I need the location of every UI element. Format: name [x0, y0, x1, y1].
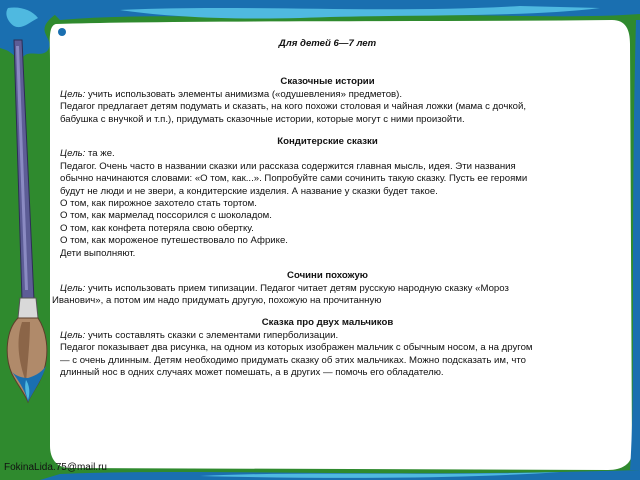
goal-label: Цель:: [60, 148, 86, 160]
author-email: FokinaLida.75@mail.ru: [4, 462, 107, 473]
paragraph-line: бабушка с внучкой и т.п.), придумать сказочные истории, которые могут с ними произойти.: [60, 113, 465, 125]
paint-drop: [58, 28, 66, 36]
section-goal: [60, 283, 595, 295]
section-title-fairy-stories: Сказочные истории: [280, 76, 375, 88]
section-title-two-boys: Сказка про двух мальчиков: [261, 317, 394, 329]
paragraph-line: Иванович», а потом им надо придумать другую, похожую на прочитанную: [52, 294, 382, 306]
section-goal: [60, 330, 595, 342]
paragraph-line: обычно начинаются словами: «О том, как...». Попробуйте сами сочинить такую сказку. Пусть ее героями: [60, 173, 528, 185]
brush-ferrule: [18, 298, 38, 318]
paragraph-line: О том, как конфета потеряла свою обертку.: [60, 222, 254, 234]
section-title-compose-similar: Сочини похожую: [287, 270, 368, 282]
section-goal: [60, 89, 595, 101]
paragraph-line: О том, как мороженое путешествовало по Африке.: [60, 235, 288, 247]
paragraph-line: Педагог показывает два рисунка, на одном из которых изображен мальчик с обычным носом, а на другом: [60, 342, 533, 354]
goal-label: Цель:: [60, 88, 86, 100]
paragraph-line: будут не люди и не звери, а кондитерские изделия. А название у сказки будет такое.: [60, 185, 438, 197]
paragraph-line: длинный нос в одних случаях может помешать, а в других — помочь его обладателю.: [60, 366, 444, 378]
paragraph-line: Педагог. Очень часто в названии сказки или рассказа содержится главная мысль, идея. Эти названия: [60, 160, 516, 172]
goal-label: Цель:: [60, 329, 86, 341]
paragraph-line: О том, как пирожное захотело стать тортом.: [60, 198, 257, 210]
paragraph-line: Педагог предлагает детям подумать и сказать, на кого похожи столовая и чайная ложки (мама с дочкой,: [60, 101, 526, 113]
goal-text: учить составлять сказки с элементами гиперболизации.: [85, 329, 339, 341]
document-body: [52, 38, 595, 379]
paragraph-line: Дети выполняют.: [60, 247, 136, 259]
goal-text: учить использовать элементы анимизма («одушевления» предметов).: [85, 88, 403, 100]
paragraph-line: — с очень длинным. Детям необходимо придумать сказку об этих мальчиках. Можно подсказать им, что: [60, 354, 526, 366]
goal-text: та же.: [85, 148, 115, 160]
paragraph-line: О том, как мармелад поссорился с шоколадом.: [60, 210, 272, 222]
section-title-confectionery: Кондитерские сказки: [277, 136, 378, 148]
age-heading: Для детей 6—7 лет: [278, 38, 377, 49]
section-goal: [60, 148, 595, 160]
goal-text: учить использовать прием типизации. Педагог читает детям русскую народную сказку «Мороз: [85, 282, 509, 294]
goal-label: Цель:: [60, 282, 86, 294]
